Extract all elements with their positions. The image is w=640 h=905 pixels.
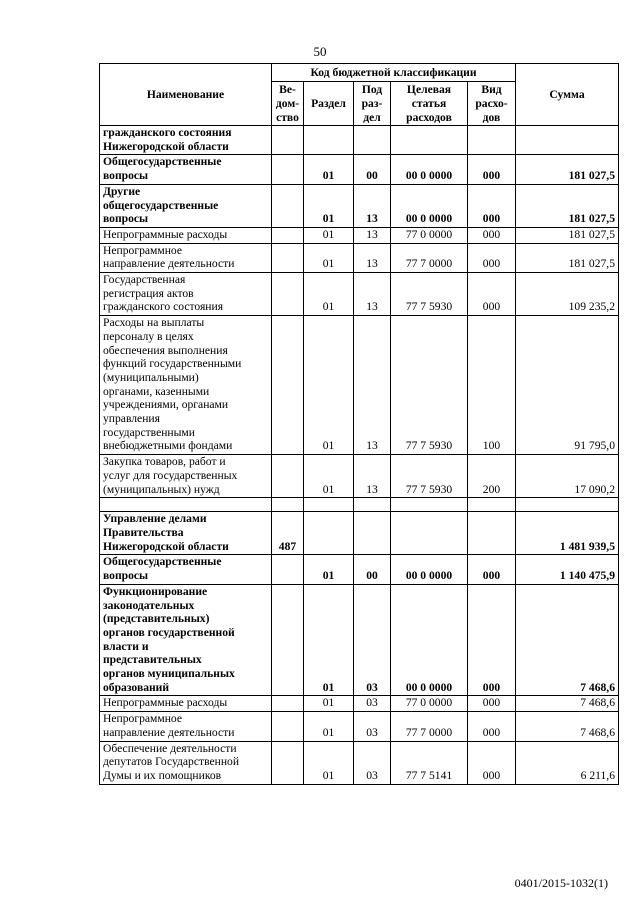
row-target-article: 00 0 0000 bbox=[391, 184, 468, 227]
row-expense-kind: 000 bbox=[468, 227, 516, 243]
row-sum: 7 468,6 bbox=[516, 712, 619, 741]
row-section: 01 bbox=[304, 455, 354, 498]
row-sum: 181 027,5 bbox=[516, 227, 619, 243]
row-sum bbox=[516, 498, 619, 512]
row-name: Функционирование законодательных (представительных) органов государственной власти и представительных органов муниципальных образований bbox=[100, 584, 272, 696]
row-expense-kind bbox=[468, 512, 516, 555]
row-dept bbox=[272, 184, 304, 227]
row-dept bbox=[272, 227, 304, 243]
row-sum: 17 090,2 bbox=[516, 455, 619, 498]
row-target-article: 77 7 0000 bbox=[391, 243, 468, 272]
row-section: 01 bbox=[304, 273, 354, 316]
row-sum: 1 140 475,9 bbox=[516, 555, 619, 584]
row-name: Непрограммное направление деятельности bbox=[100, 243, 272, 272]
row-expense-kind: 000 bbox=[468, 584, 516, 696]
table-row bbox=[100, 227, 619, 243]
row-name: Общегосударственные вопросы bbox=[100, 555, 272, 584]
row-subsection bbox=[354, 498, 391, 512]
row-section: 01 bbox=[304, 741, 354, 784]
row-sum: 181 027,5 bbox=[516, 184, 619, 227]
table-row bbox=[100, 455, 619, 498]
row-section: 01 bbox=[304, 184, 354, 227]
row-dept bbox=[272, 741, 304, 784]
row-section bbox=[304, 126, 354, 155]
row-subsection: 13 bbox=[354, 243, 391, 272]
row-name bbox=[100, 498, 272, 512]
budget-table bbox=[99, 63, 619, 785]
row-sum: 181 027,5 bbox=[516, 155, 619, 184]
row-expense-kind: 000 bbox=[468, 712, 516, 741]
row-target-article bbox=[391, 512, 468, 555]
row-name: Общегосударственные вопросы bbox=[100, 155, 272, 184]
document-code: 0401/2015-1032(1) bbox=[514, 876, 608, 890]
table-row bbox=[100, 243, 619, 272]
row-section: 01 bbox=[304, 243, 354, 272]
row-name: Закупка товаров, работ и услуг для государственных (муниципальных) нужд bbox=[100, 455, 272, 498]
row-subsection: 13 bbox=[354, 184, 391, 227]
row-dept bbox=[272, 584, 304, 696]
row-section: 01 bbox=[304, 316, 354, 455]
row-section: 01 bbox=[304, 555, 354, 584]
row-dept bbox=[272, 455, 304, 498]
row-subsection: 03 bbox=[354, 741, 391, 784]
row-expense-kind: 100 bbox=[468, 316, 516, 455]
row-sum bbox=[516, 126, 619, 155]
row-target-article: 77 7 5930 bbox=[391, 455, 468, 498]
row-section: 01 bbox=[304, 584, 354, 696]
row-sum: 109 235,2 bbox=[516, 273, 619, 316]
row-target-article: 00 0 0000 bbox=[391, 584, 468, 696]
row-expense-kind: 200 bbox=[468, 455, 516, 498]
row-target-article: 77 7 5930 bbox=[391, 316, 468, 455]
row-name: Расходы на выплаты персоналу в целях обеспечения выполнения функций государственными (муниципальными) органами, казенными учреждениями, органами управления государственными внебюджетными фондами bbox=[100, 316, 272, 455]
row-target-article: 77 7 0000 bbox=[391, 712, 468, 741]
row-dept: 487 bbox=[272, 512, 304, 555]
header-name: Наименование bbox=[100, 64, 272, 126]
header-section: Раздел bbox=[304, 82, 354, 126]
row-subsection: 13 bbox=[354, 455, 391, 498]
table-row bbox=[100, 584, 619, 696]
row-name: Управление делами Правительства Нижегородской области bbox=[100, 512, 272, 555]
table-row bbox=[100, 512, 619, 555]
row-expense-kind: 000 bbox=[468, 741, 516, 784]
row-dept bbox=[272, 273, 304, 316]
row-target-article: 77 7 5141 bbox=[391, 741, 468, 784]
table-row bbox=[100, 712, 619, 741]
row-section: 01 bbox=[304, 155, 354, 184]
row-name: Непрограммное направление деятельности bbox=[100, 712, 272, 741]
row-subsection bbox=[354, 126, 391, 155]
row-sum: 7 468,6 bbox=[516, 584, 619, 696]
row-target-article: 00 0 0000 bbox=[391, 155, 468, 184]
row-subsection: 00 bbox=[354, 555, 391, 584]
row-dept bbox=[272, 316, 304, 455]
table-row bbox=[100, 155, 619, 184]
row-subsection: 03 bbox=[354, 584, 391, 696]
row-name: Государственная регистрация актов гражданского состояния bbox=[100, 273, 272, 316]
row-subsection: 13 bbox=[354, 227, 391, 243]
row-expense-kind bbox=[468, 498, 516, 512]
row-section bbox=[304, 512, 354, 555]
row-dept bbox=[272, 243, 304, 272]
row-subsection: 13 bbox=[354, 316, 391, 455]
row-subsection bbox=[354, 512, 391, 555]
row-sum: 181 027,5 bbox=[516, 243, 619, 272]
header-expense-kind: Вид расхо- дов bbox=[468, 82, 516, 126]
page-number: 50 bbox=[313, 44, 327, 59]
table-row bbox=[100, 316, 619, 455]
row-expense-kind: 000 bbox=[468, 555, 516, 584]
row-expense-kind bbox=[468, 126, 516, 155]
table-row bbox=[100, 741, 619, 784]
row-subsection: 03 bbox=[354, 696, 391, 712]
row-expense-kind: 000 bbox=[468, 243, 516, 272]
row-expense-kind: 000 bbox=[468, 155, 516, 184]
row-expense-kind: 000 bbox=[468, 184, 516, 227]
row-expense-kind: 000 bbox=[468, 696, 516, 712]
row-name: Непрограммные расходы bbox=[100, 227, 272, 243]
row-target-article: 77 0 0000 bbox=[391, 696, 468, 712]
row-subsection: 03 bbox=[354, 712, 391, 741]
row-target-article: 00 0 0000 bbox=[391, 555, 468, 584]
row-section: 01 bbox=[304, 712, 354, 741]
row-name: гражданского состояния Нижегородской области bbox=[100, 126, 272, 155]
row-target-article: 77 0 0000 bbox=[391, 227, 468, 243]
row-name: Другие общегосударственные вопросы bbox=[100, 184, 272, 227]
row-section: 01 bbox=[304, 227, 354, 243]
header-sum: Сумма bbox=[516, 64, 619, 126]
row-dept bbox=[272, 696, 304, 712]
row-subsection: 13 bbox=[354, 273, 391, 316]
table-row bbox=[100, 696, 619, 712]
row-sum: 91 795,0 bbox=[516, 316, 619, 455]
table-row bbox=[100, 555, 619, 584]
row-sum: 7 468,6 bbox=[516, 696, 619, 712]
row-target-article: 77 7 5930 bbox=[391, 273, 468, 316]
row-dept bbox=[272, 155, 304, 184]
row-dept bbox=[272, 555, 304, 584]
row-dept bbox=[272, 498, 304, 512]
header-target-article: Целевая статья расходов bbox=[391, 82, 468, 126]
header-classification-code: Код бюджетной классификации bbox=[272, 64, 516, 82]
row-dept bbox=[272, 712, 304, 741]
row-sum: 1 481 939,5 bbox=[516, 512, 619, 555]
header-subsection: Под раз- дел bbox=[354, 82, 391, 126]
table-row bbox=[100, 126, 619, 155]
row-target-article bbox=[391, 126, 468, 155]
row-sum: 6 211,6 bbox=[516, 741, 619, 784]
row-name: Обеспечение деятельности депутатов Государственной Думы и их помощников bbox=[100, 741, 272, 784]
row-expense-kind: 000 bbox=[468, 273, 516, 316]
table-row bbox=[100, 498, 619, 512]
row-name: Непрограммные расходы bbox=[100, 696, 272, 712]
table-body bbox=[100, 126, 619, 785]
header-row bbox=[100, 64, 619, 82]
table-row bbox=[100, 273, 619, 316]
header-dept: Ве- дом- ство bbox=[272, 82, 304, 126]
row-dept bbox=[272, 126, 304, 155]
row-section bbox=[304, 498, 354, 512]
row-section: 01 bbox=[304, 696, 354, 712]
table-row bbox=[100, 184, 619, 227]
row-subsection: 00 bbox=[354, 155, 391, 184]
row-target-article bbox=[391, 498, 468, 512]
